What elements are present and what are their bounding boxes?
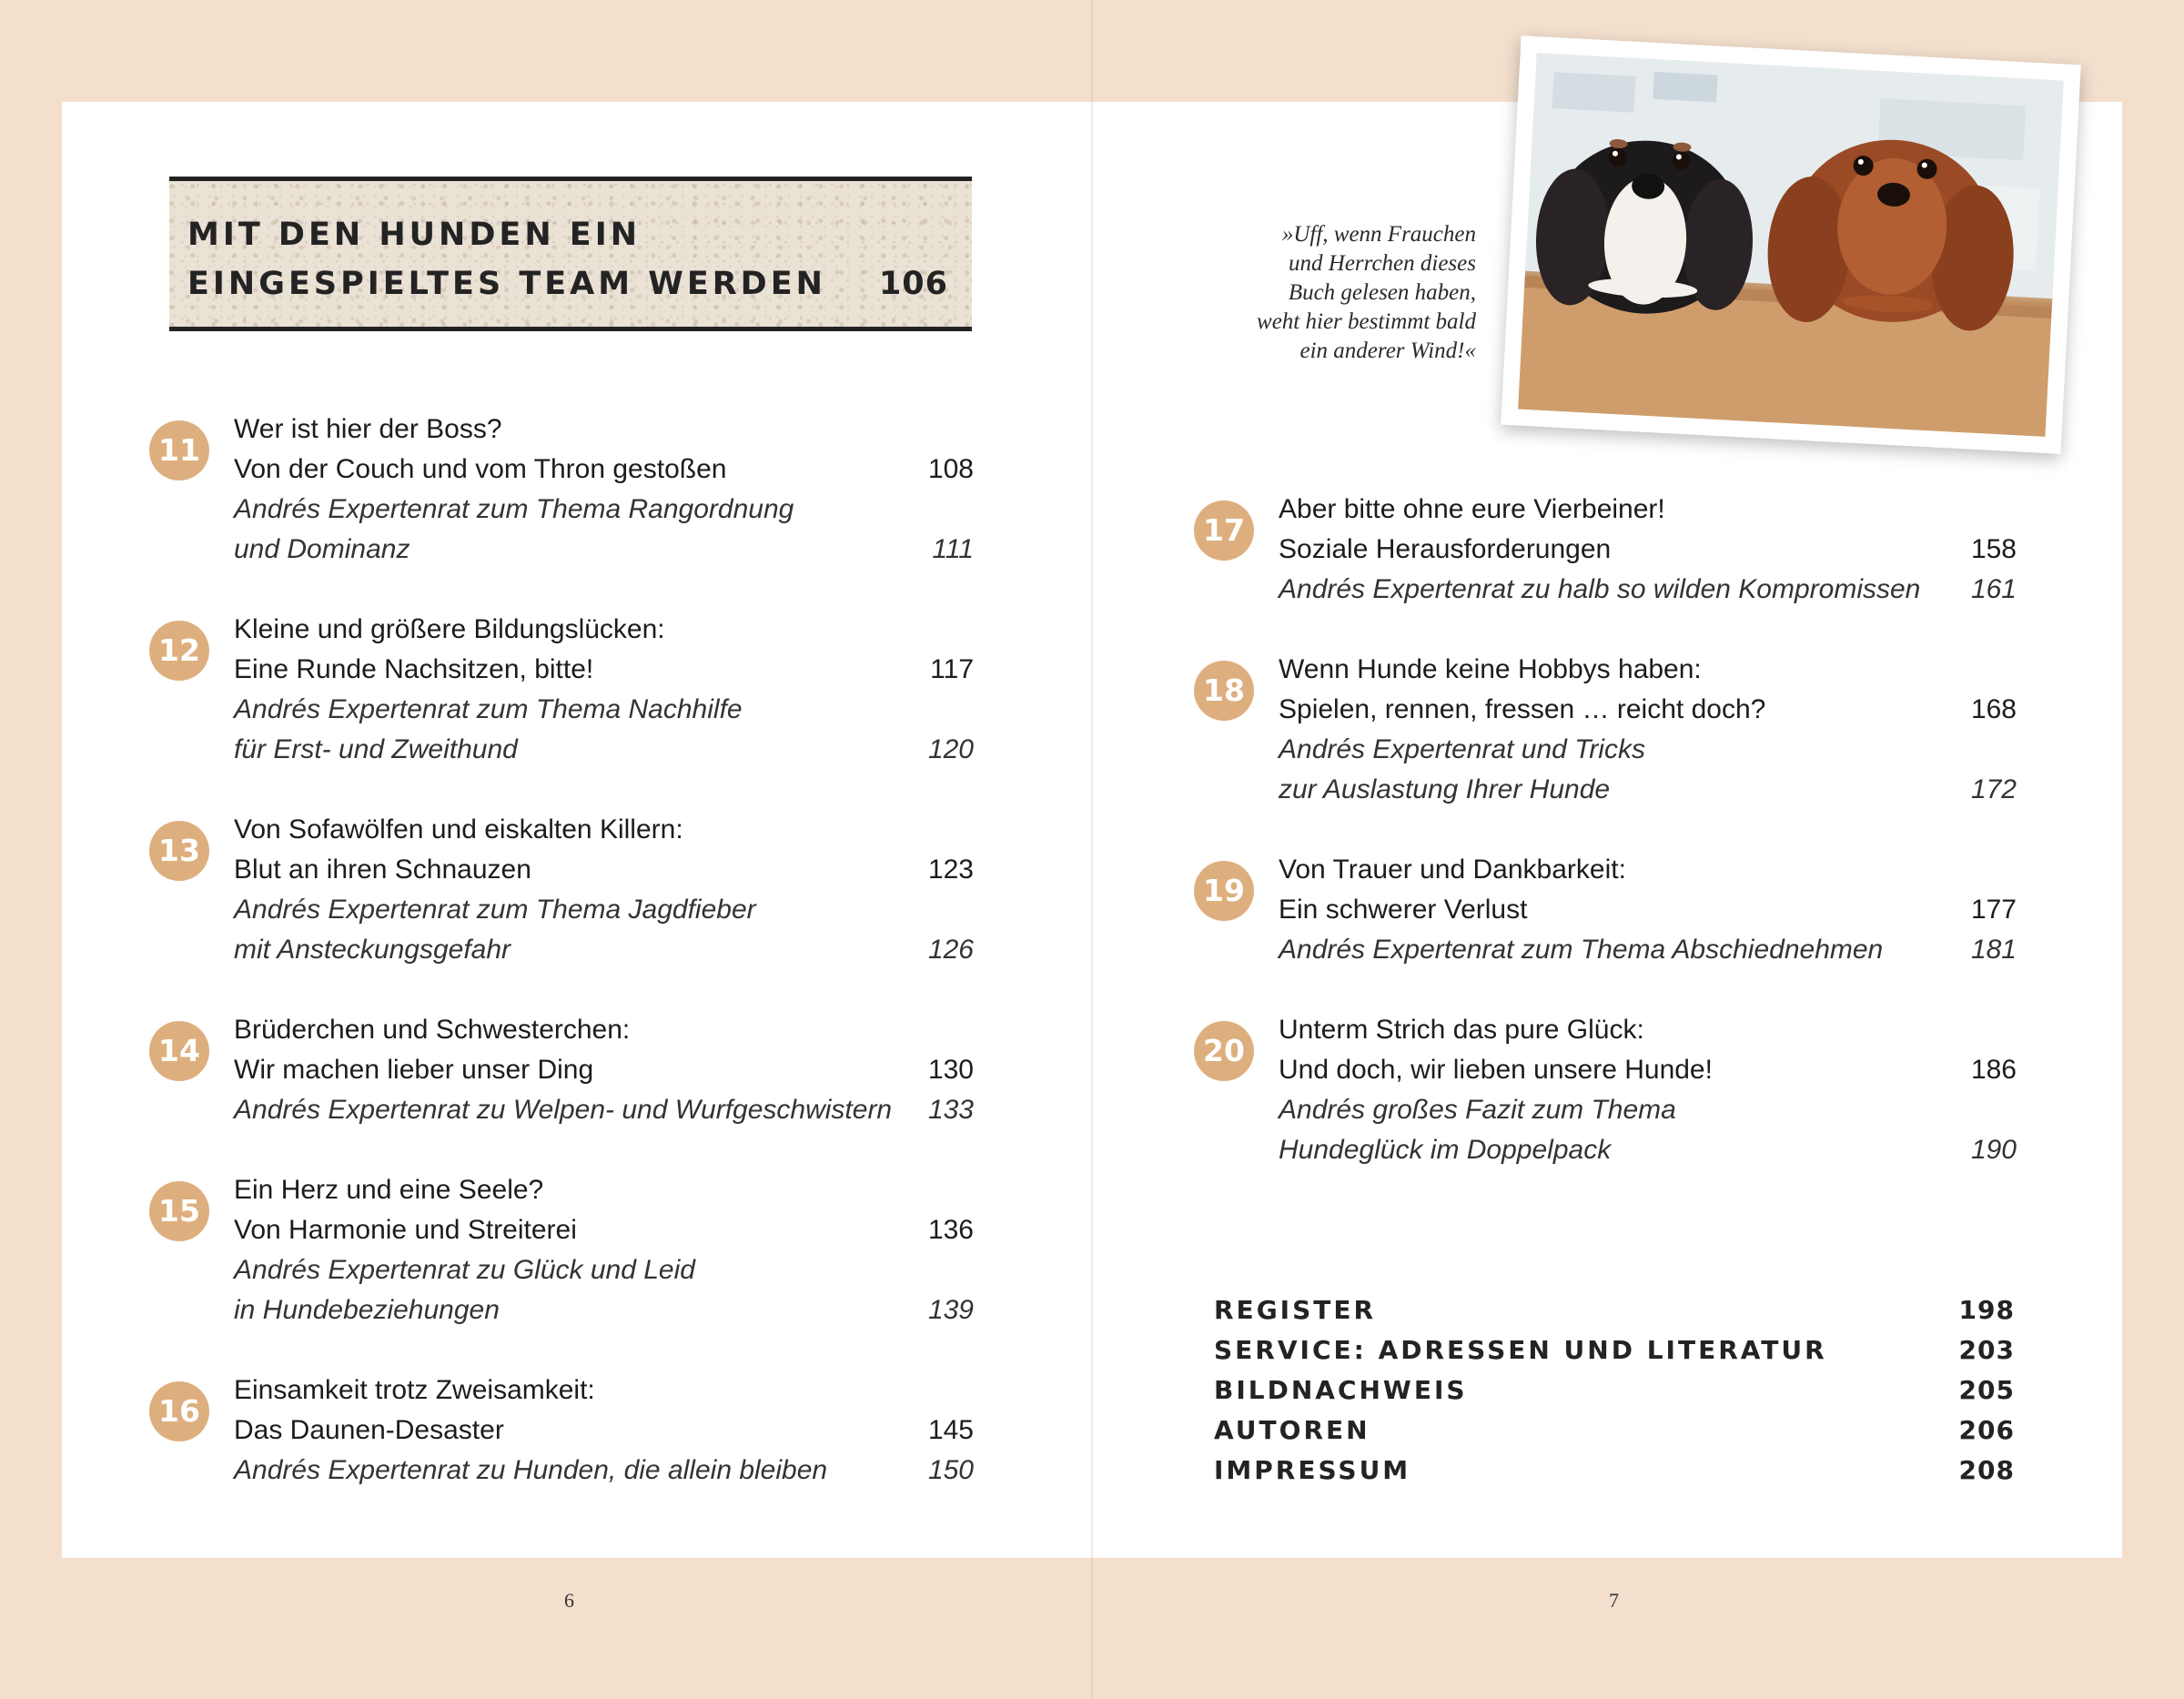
expert-advice-line: zur Auslastung Ihrer Hunde — [1279, 774, 1611, 804]
chapter-number-badge: 13 — [149, 821, 209, 881]
chapter-page-number: 117 — [930, 654, 974, 684]
chapter-number-badge: 12 — [149, 621, 209, 681]
chapter-title-line: Einsamkeit trotz Zweisamkeit: — [234, 1375, 595, 1405]
chapter-number-badge: 14 — [149, 1021, 209, 1081]
dogs-illustration — [1518, 53, 2064, 437]
expert-advice-page-number: 150 — [927, 1455, 974, 1485]
chapter-title-line: Unterm Strich das pure Glück: — [1279, 1015, 1644, 1045]
expert-advice-page-number: 161 — [1970, 574, 2017, 604]
expert-advice-line: Andrés großes Fazit zum Thema — [1279, 1095, 1676, 1125]
backmatter-label: SERVICE: ADRESSEN UND LITERATUR — [1214, 1335, 1827, 1365]
toc-chapter-13[interactable] — [149, 810, 974, 974]
chapter-title-line: Wer ist hier der Boss? — [234, 414, 502, 444]
chapter-title-line: Aber bitte ohne eure Vierbeiner! — [1279, 494, 1665, 524]
chapter-page-number: 177 — [1970, 895, 2017, 925]
expert-advice-page-number: 111 — [932, 534, 974, 564]
backmatter-label: AUTOREN — [1214, 1415, 1370, 1445]
chapter-number-badge: 11 — [149, 420, 209, 480]
quote-line: »Uff, wenn Frauchen — [1281, 222, 1476, 247]
backmatter-page-number: 206 — [1958, 1415, 2015, 1445]
chapter-subtitle-line: Eine Runde Nachsitzen, bitte! — [234, 654, 594, 684]
section-page-number: 106 — [878, 266, 948, 302]
chapter-title-line: Von Sofawölfen und eiskalten Killern: — [234, 814, 683, 844]
chapter-page-number: 158 — [1970, 534, 2017, 564]
dog-quote — [1210, 220, 1476, 366]
expert-advice-line: Andrés Expertenrat zu Welpen- und Wurfgeschwistern — [234, 1095, 893, 1125]
chapter-subtitle-line: Von Harmonie und Streiterei — [234, 1215, 577, 1245]
backmatter-page-number: 208 — [1958, 1455, 2015, 1485]
expert-advice-page-number: 172 — [1970, 774, 2017, 804]
toc-chapter-11[interactable] — [149, 410, 974, 573]
chapter-title-line: Brüderchen und Schwesterchen: — [234, 1015, 631, 1045]
toc-backmatter-impressum[interactable] — [1214, 1451, 2015, 1491]
chapter-number-badge: 17 — [1194, 501, 1254, 561]
expert-advice-line: Andrés Expertenrat zum Thema Rangordnung — [234, 494, 794, 524]
toc-chapter-16[interactable] — [149, 1370, 974, 1494]
chapter-title-line: Von Trauer und Dankbarkeit: — [1279, 855, 1626, 885]
chapter-subtitle-line: Das Daunen-Desaster — [234, 1415, 504, 1445]
chapter-page-number: 123 — [927, 855, 974, 885]
expert-advice-page-number: 181 — [1970, 935, 2017, 965]
toc-chapter-20[interactable] — [1194, 1010, 2017, 1174]
chapter-number-badge: 19 — [1194, 861, 1254, 921]
chapter-title-line: Kleine und größere Bildungslücken: — [234, 614, 665, 644]
chapter-number-badge: 18 — [1194, 661, 1254, 721]
chapter-subtitle-line: Spielen, rennen, fressen … reicht doch? — [1279, 694, 1766, 724]
chapter-subtitle-line: Wir machen lieber unser Ding — [234, 1055, 594, 1085]
chapter-number-badge: 20 — [1194, 1021, 1254, 1081]
chapter-subtitle-line: Und doch, wir lieben unsere Hunde! — [1279, 1055, 1713, 1085]
chapter-page-number: 145 — [927, 1415, 974, 1445]
backmatter-label: REGISTER — [1214, 1295, 1377, 1325]
quote-line: weht hier bestimmt bald — [1257, 309, 1476, 334]
backmatter-label: BILDNACHWEIS — [1214, 1375, 1468, 1405]
expert-advice-line: Hundeglück im Doppelpack — [1279, 1135, 1612, 1165]
quote-line: Buch gelesen haben, — [1288, 280, 1476, 305]
expert-advice-line: mit Ansteckungsgefahr — [234, 935, 511, 965]
chapter-number-badge: 16 — [149, 1381, 209, 1441]
toc-backmatter-service[interactable] — [1214, 1330, 2015, 1370]
expert-advice-page-number: 139 — [927, 1295, 974, 1325]
expert-advice-page-number: 190 — [1970, 1135, 2017, 1165]
expert-advice-line: Andrés Expertenrat zum Thema Nachhilfe — [234, 694, 743, 724]
quote-line: ein anderer Wind!« — [1299, 339, 1476, 363]
dogs-photo-image — [1518, 53, 2064, 437]
chapter-subtitle-line: Von der Couch und vom Thron gestoßen — [234, 454, 727, 484]
toc-chapter-18[interactable] — [1194, 650, 2017, 814]
section-banner — [169, 177, 972, 331]
folio-right: 7 — [1609, 1589, 1619, 1612]
section-title: MIT DEN HUNDEN EIN EINGESPIELTES TEAM WERDEN — [187, 217, 826, 302]
expert-advice-line: Andrés Expertenrat zum Thema Jagdfieber — [234, 895, 756, 925]
toc-chapter-12[interactable] — [149, 610, 974, 774]
expert-advice-page-number: 120 — [927, 734, 974, 764]
backmatter-page-number: 205 — [1958, 1375, 2015, 1405]
chapter-subtitle-line: Ein schwerer Verlust — [1279, 895, 1528, 925]
toc-backmatter-autoren[interactable] — [1214, 1411, 2015, 1451]
book-gutter — [1091, 0, 1093, 1699]
folio-left: 6 — [564, 1589, 574, 1612]
toc-backmatter-register[interactable] — [1214, 1290, 2015, 1330]
chapter-page-number: 108 — [927, 454, 974, 484]
chapter-number-badge: 15 — [149, 1181, 209, 1241]
expert-advice-line: Andrés Expertenrat und Tricks — [1279, 734, 1645, 764]
backmatter-page-number: 203 — [1958, 1335, 2015, 1365]
toc-chapter-19[interactable] — [1194, 850, 2017, 974]
chapter-subtitle-line: Blut an ihren Schnauzen — [234, 855, 531, 885]
expert-advice-page-number: 126 — [927, 935, 974, 965]
toc-backmatter-bildnachweis[interactable] — [1214, 1370, 2015, 1411]
expert-advice-line: Andrés Expertenrat zu Glück und Leid — [234, 1255, 695, 1285]
expert-advice-page-number: 133 — [927, 1095, 974, 1125]
toc-chapter-14[interactable] — [149, 1010, 974, 1134]
expert-advice-line: in Hundebeziehungen — [234, 1295, 500, 1325]
toc-chapter-15[interactable] — [149, 1170, 974, 1334]
chapter-title-line: Ein Herz und eine Seele? — [234, 1175, 544, 1205]
chapter-title-line: Wenn Hunde keine Hobbys haben: — [1279, 654, 1702, 684]
chapter-subtitle-line: Soziale Herausforderungen — [1279, 534, 1612, 564]
expert-advice-line: und Dominanz — [234, 534, 410, 564]
backmatter-label: IMPRESSUM — [1214, 1455, 1411, 1485]
expert-advice-line: für Erst- und Zweithund — [234, 734, 518, 764]
chapter-page-number: 136 — [927, 1215, 974, 1245]
expert-advice-line: Andrés Expertenrat zum Thema Abschiednehmen — [1279, 935, 1884, 965]
quote-line: und Herrchen dieses — [1289, 251, 1476, 276]
chapter-page-number: 130 — [927, 1055, 974, 1085]
backmatter-page-number: 198 — [1958, 1295, 2015, 1325]
chapter-page-number: 186 — [1970, 1055, 2017, 1085]
dogs-photo — [1501, 35, 2081, 454]
toc-chapter-17[interactable] — [1194, 490, 2017, 613]
expert-advice-line: Andrés Expertenrat zu halb so wilden Kompromissen — [1279, 574, 1921, 604]
chapter-page-number: 168 — [1970, 694, 2017, 724]
expert-advice-line: Andrés Expertenrat zu Hunden, die allein bleiben — [234, 1455, 828, 1485]
